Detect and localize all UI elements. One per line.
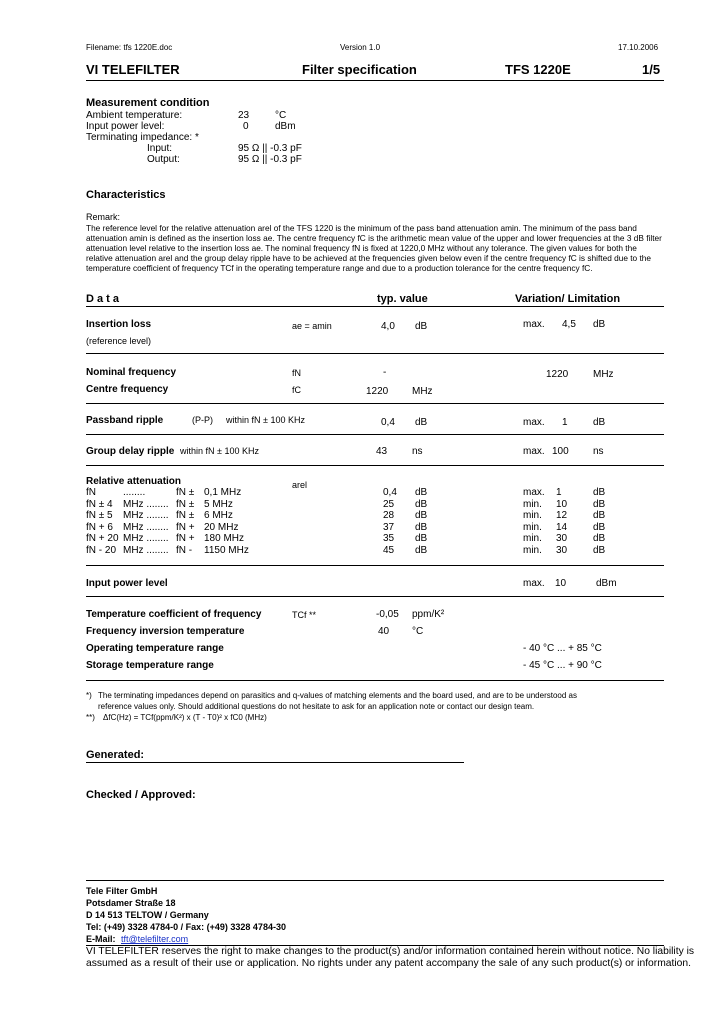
insertion-loss-lim-unit: dB — [593, 319, 606, 330]
insertion-loss-value: 4,0 — [381, 321, 395, 332]
note-dstar-mark: **) — [86, 713, 95, 722]
remark-label: Remark: — [86, 212, 121, 222]
rel-row-1-lim-unit: dB — [593, 487, 606, 498]
rel-row-1-unit: dB — [415, 487, 428, 498]
rel-row-6-a: fN - 20 — [86, 545, 117, 556]
group-delay-value: 43 — [376, 446, 388, 457]
footer-divider — [86, 880, 664, 881]
impedance-label: Terminating impedance: * — [86, 132, 199, 143]
remark-line-3: attenuation level relative to the insertion loss ae. The nominal frequency fN is fixed at 1220,0 MHz without any tolerance. The given values for both the — [86, 243, 637, 253]
input-power-lim-unit: dBm — [596, 578, 617, 589]
footer-phone-fax: Tel: (+49) 3328 4784-0 / Fax: (+49) 3328 4784-30 — [86, 922, 286, 932]
ambient-unit: °C — [275, 110, 287, 121]
rel-row-4-unit: dB — [415, 521, 428, 533]
divider-relative — [86, 565, 664, 566]
rel-row-2-unit: dB — [415, 498, 428, 510]
rel-row-6-value: 45 — [383, 545, 395, 556]
rel-row-3-unit: dB — [415, 510, 428, 522]
note-star-line-1: The terminating impedances depend on parasitics and q-values of matching elements and the board used, and are to be understood as — [98, 691, 577, 700]
passband-ripple-unit: dB — [415, 417, 428, 428]
rel-row-6-lim-kind: min. — [523, 545, 542, 556]
centre-frequency-symbol: fC — [292, 385, 301, 395]
power-unit: dBm — [275, 121, 296, 132]
rel-row-5-lim-kind: min. — [523, 533, 542, 545]
rel-row-3-lim-value: 12 — [556, 510, 568, 522]
passband-ripple-pp: (P-P) — [192, 415, 213, 425]
output-impedance-label: Output: — [147, 154, 180, 165]
rel-row-5-b: MHz ........ — [123, 533, 169, 545]
remark-line-1: The reference level for the relative attenuation arel of the TFS 1220 is the minimum of the pass band attenuation amin. The minimum of the pass band — [86, 223, 637, 233]
rel-row-1-value: 0,4 — [383, 487, 397, 498]
rel-row-2-b: MHz ........ — [123, 498, 169, 510]
rel-row-6-unit: dB — [415, 545, 428, 556]
nominal-frequency-label: Nominal frequency — [86, 367, 177, 378]
rel-row-4-value: 37 — [383, 521, 395, 533]
rel-row-5-a: fN + 20 — [86, 533, 119, 545]
operating-temp-range: - 40 °C ... + 85 °C — [523, 643, 602, 654]
disclaimer-line-1: VI TELEFILTER reserves the right to make changes to the product(s) and/or information contained herein without notice. No liability is — [86, 946, 695, 957]
rel-row-2-d: 5 MHz — [204, 498, 233, 510]
rel-row-4-lim-value: 14 — [556, 521, 568, 533]
date: 17.10.2006 — [618, 43, 659, 52]
remark-line-2: attenuation amin is defined as the insertion loss ae. The centre frequency fC is the arithmetic mean value of the upper and lower frequencies at the 3 dB filter — [86, 233, 662, 243]
power-label: Input power level: — [86, 121, 165, 132]
footer-email-label: E-Mail: — [86, 934, 116, 944]
rel-row-3-lim-kind: min. — [523, 510, 542, 522]
inversion-temp-label: Frequency inversion temperature — [86, 626, 245, 637]
rel-row-2-a: fN ± 4 — [86, 498, 113, 510]
rel-row-3-a: fN ± 5 — [86, 510, 113, 522]
page-number: 1/5 — [642, 62, 661, 77]
rel-row-5-unit: dB — [415, 533, 428, 545]
rel-row-6-d: 1150 MHz — [204, 545, 249, 556]
group-delay-within: within fN ± 100 KHz — [180, 446, 259, 456]
passband-ripple-lim-kind: max. — [523, 417, 545, 428]
temp-coeff-unit: ppm/K² — [412, 609, 445, 620]
input-impedance-label: Input: — [147, 143, 173, 154]
relative-attenuation-label: Relative attenuation — [86, 476, 182, 487]
storage-temp-range: - 45 °C ... + 90 °C — [523, 660, 602, 671]
nominal-frequency-value: - — [383, 367, 387, 378]
rel-row-1-a: fN — [86, 487, 96, 498]
filename: Filename: tfs 1220E.doc — [86, 43, 173, 52]
input-power-lim-value: 10 — [555, 578, 567, 589]
measurement-title: Measurement condition — [86, 97, 210, 109]
insertion-loss-sub: (reference level) — [86, 336, 152, 346]
rel-row-3-d: 6 MHz — [204, 510, 233, 522]
company-name: VI TELEFILTER — [86, 62, 180, 77]
generated-signature-line — [86, 762, 464, 763]
divider-group-delay — [86, 465, 664, 466]
rel-row-3-b: MHz ........ — [123, 510, 169, 522]
col-variation-header: Variation/ Limitation — [515, 293, 621, 305]
input-impedance-value: 95 Ω || -0.3 pF — [238, 143, 302, 154]
note-dstar-formula: ΔfC(Hz) = TCf(ppm/K²) x (T - T0)² x fC0 (MHz) — [103, 713, 267, 722]
temp-coeff-symbol: TCf ** — [292, 610, 317, 620]
footer-email-link[interactable]: tft@telefilter.com — [121, 934, 189, 944]
disclaimer-line-2: assumed as a result of their use or application. No rights under any patent accompany the sale of any such product(s) or information. — [86, 958, 691, 969]
divider-frequency — [86, 403, 664, 404]
remark-line-4: relative attenuation arel and the group delay ripple have to be achieved at the frequencies given below even if the centre frequency fC is shifted due to the — [86, 253, 652, 263]
rel-row-4-c: fN + — [176, 521, 195, 533]
footer-city: D 14 513 TELTOW / Germany — [86, 910, 209, 920]
checked-approved-label: Checked / Approved: — [86, 789, 196, 801]
passband-ripple-value: 0,4 — [381, 417, 395, 428]
rel-row-1-d: 0,1 MHz — [204, 487, 242, 498]
group-delay-lim-value: 100 — [552, 446, 569, 457]
rel-row-2-lim-unit: dB — [593, 498, 606, 510]
note-star-mark: *) — [86, 691, 92, 700]
col-typ-header: typ. value — [377, 293, 428, 305]
rel-row-6-b: MHz ........ — [123, 545, 169, 556]
nominal-frequency-symbol: fN — [292, 368, 301, 378]
nominal-frequency-lim-unit: MHz — [593, 369, 614, 380]
document-title: Filter specification — [302, 62, 417, 77]
rel-row-3-c: fN ± — [176, 510, 195, 522]
version: Version 1.0 — [340, 43, 381, 52]
input-power-lim-kind: max. — [523, 578, 545, 589]
remark-line-5: temperature coefficient of frequency TCf in the operating temperature range and due to a production tolerance for the centre frequency fC. — [86, 263, 593, 273]
rel-row-4-lim-unit: dB — [593, 521, 606, 533]
rel-row-2-c: fN ± — [176, 498, 195, 510]
divider-input-power — [86, 596, 664, 597]
power-value: 0 — [243, 121, 249, 132]
nominal-frequency-lim-value: 1220 — [546, 369, 569, 380]
insertion-loss-unit: dB — [415, 321, 428, 332]
note-star-line-2: reference values only. Should additional questions do not hesitate to ask for an application note or contact our design team. — [98, 702, 535, 711]
rel-row-1-lim-value: 1 — [556, 487, 562, 498]
rel-row-2-lim-value: 10 — [556, 498, 568, 510]
header-divider — [86, 80, 664, 81]
group-delay-unit: ns — [412, 446, 423, 457]
passband-ripple-lim-value: 1 — [562, 417, 568, 428]
relative-attenuation-symbol: arel — [292, 480, 308, 490]
footer-company: Tele Filter GmbH — [86, 886, 158, 896]
centre-frequency-value: 1220 — [366, 386, 389, 397]
rel-row-6-lim-unit: dB — [593, 545, 606, 556]
group-delay-lim-kind: max. — [523, 446, 545, 457]
group-delay-lim-unit: ns — [593, 446, 604, 457]
temp-coeff-value: -0,05 — [376, 609, 399, 620]
inversion-temp-unit: °C — [412, 626, 424, 637]
rel-row-6-lim-value: 30 — [556, 545, 568, 556]
storage-temp-label: Storage temperature range — [86, 660, 214, 671]
rel-row-3-value: 28 — [383, 510, 395, 522]
table-bottom-divider — [86, 680, 664, 681]
temp-coeff-label: Temperature coefficient of frequency — [86, 609, 262, 620]
rel-row-6-c: fN - — [176, 545, 193, 556]
ambient-label: Ambient temperature: — [86, 110, 183, 121]
insertion-loss-symbol: ae = amin — [292, 321, 332, 331]
col-data-header: D a t a — [86, 293, 120, 305]
rel-row-4-a: fN + 6 — [86, 521, 113, 533]
rel-row-3-lim-unit: dB — [593, 510, 606, 522]
passband-ripple-within: within fN ± 100 KHz — [226, 415, 305, 425]
divider-passband — [86, 434, 664, 435]
inversion-temp-value: 40 — [378, 626, 390, 637]
rel-row-1-lim-kind: max. — [523, 487, 545, 498]
footer-street: Potsdamer Straße 18 — [86, 898, 176, 908]
rel-row-2-value: 25 — [383, 498, 395, 510]
rel-row-4-lim-kind: min. — [523, 521, 542, 533]
rel-row-1-c: fN ± — [176, 487, 195, 498]
centre-frequency-label: Centre frequency — [86, 384, 169, 395]
rel-row-2-lim-kind: min. — [523, 498, 542, 510]
rel-row-5-c: fN + — [176, 533, 195, 545]
product-name: TFS 1220E — [505, 62, 571, 77]
rel-row-5-lim-unit: dB — [593, 533, 606, 545]
characteristics-title: Characteristics — [86, 189, 166, 201]
rel-row-4-b: MHz ........ — [123, 521, 169, 533]
rel-row-5-value: 35 — [383, 533, 395, 545]
insertion-loss-lim-value: 4,5 — [562, 319, 576, 330]
input-power-label: Input power level — [86, 578, 168, 589]
ambient-value: 23 — [238, 110, 250, 121]
passband-ripple-label: Passband ripple — [86, 415, 164, 426]
centre-frequency-unit: MHz — [412, 386, 433, 397]
generated-label: Generated: — [86, 749, 145, 761]
group-delay-label: Group delay ripple — [86, 446, 175, 457]
rel-row-5-d: 180 MHz — [204, 533, 245, 545]
table-header-divider — [86, 306, 664, 307]
operating-temp-label: Operating temperature range — [86, 643, 224, 654]
insertion-loss-label: Insertion loss — [86, 319, 152, 330]
divider-insertion — [86, 353, 664, 354]
output-impedance-value: 95 Ω || -0.3 pF — [238, 154, 302, 165]
rel-row-1-b: ........ — [123, 487, 146, 498]
passband-ripple-lim-unit: dB — [593, 417, 606, 428]
insertion-loss-lim-kind: max. — [523, 319, 545, 330]
rel-row-5-lim-value: 30 — [556, 533, 568, 545]
rel-row-4-d: 20 MHz — [204, 521, 239, 533]
